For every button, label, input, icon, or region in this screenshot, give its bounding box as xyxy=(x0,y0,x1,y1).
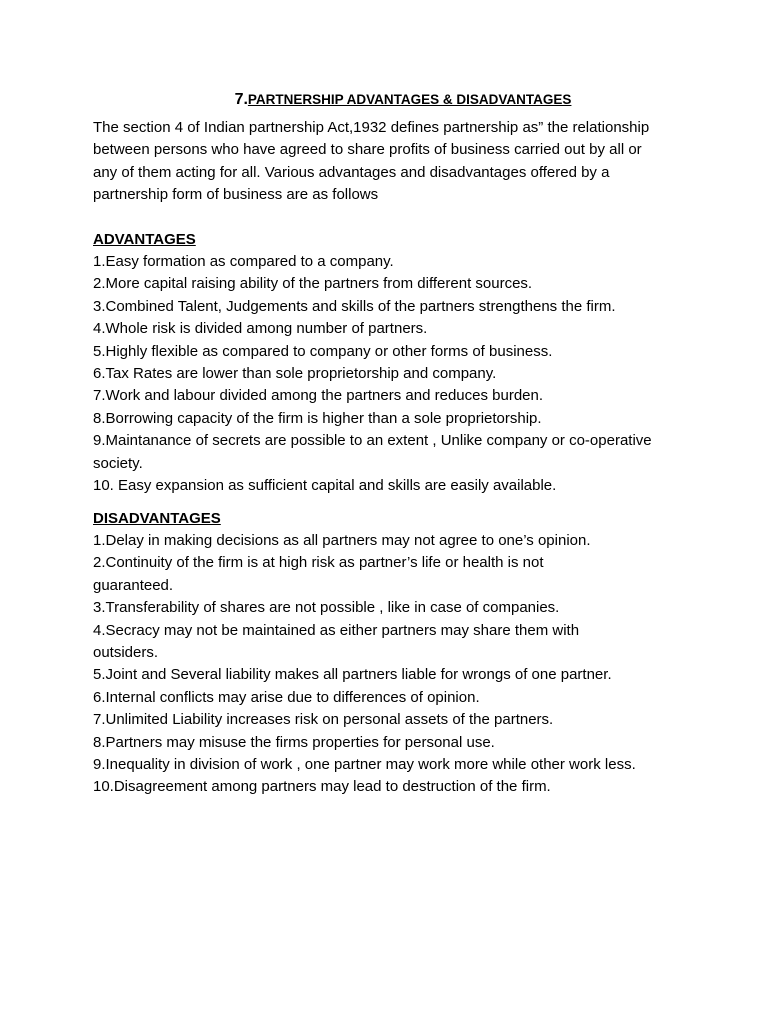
disadvantage-item: 5.Joint and Several liability makes all partners liable for wrongs of one partner. xyxy=(93,666,612,684)
advantage-item: 1.Easy formation as compared to a company. xyxy=(93,253,394,271)
advantages-list xyxy=(93,251,693,497)
disadvantage-item: 8.Partners may misuse the firms properties for personal use. xyxy=(93,733,495,751)
disadvantages-list xyxy=(93,530,693,799)
disadvantage-item: 4.Secracy may not be maintained as either partners may share them with outsiders. xyxy=(93,621,580,661)
advantage-item: 4.Whole risk is divided among number of partners. xyxy=(93,320,428,338)
disadvantage-item: 10.Disagreement among partners may lead to destruction of the firm. xyxy=(93,778,551,796)
advantage-item: 3.Combined Talent, Judgements and skills of the partners strengthens the firm. xyxy=(93,297,616,315)
advantage-item: 6.Tax Rates are lower than sole proprietorship and company. xyxy=(93,365,497,383)
advantage-item: 5.Highly flexible as compared to company or other forms of business. xyxy=(93,342,553,360)
advantage-item: 10. Easy expansion as sufficient capital and skills are easily available. xyxy=(93,477,557,495)
advantages-heading: ADVANTAGES xyxy=(93,230,196,248)
title-text: PARTNERSHIP ADVANTAGES & DISADVANTAGES xyxy=(247,92,572,107)
document-page xyxy=(93,89,693,799)
disadvantage-item: 9.Inequality in division of work , one partner may work more while other work less. xyxy=(93,755,636,773)
disadvantages-heading: DISADVANTAGES xyxy=(93,509,221,527)
disadvantage-item: 2.Continuity of the firm is at high risk as partner’s life or health is not guaranteed. xyxy=(93,554,544,594)
document-title xyxy=(93,89,693,111)
disadvantage-item: 7.Unlimited Liability increases risk on personal assets of the partners. xyxy=(93,711,554,729)
advantage-item: 8.Borrowing capacity of the firm is higher than a sole proprietorship. xyxy=(93,409,542,427)
intro-paragraph: The section 4 of Indian partnership Act,1932 defines partnership as” the relationship between persons who have agreed to share profits of business carried out by all or any of them acting for all. Various advantages and disadvantages offered by a partnership form of business are as follows xyxy=(93,119,650,204)
disadvantage-item: 1.Delay in making decisions as all partners may not agree to one’s opinion. xyxy=(93,531,591,549)
disadvantage-item: 3.Transferability of shares are not possible , like in case of companies. xyxy=(93,599,560,617)
disadvantage-item: 6.Internal conflicts may arise due to differences of opinion. xyxy=(93,688,480,706)
advantage-item: 2.More capital raising ability of the partners from different sources. xyxy=(93,275,533,293)
advantage-item: 9.Maintanance of secrets are possible to an extent , Unlike company or co-operative society. xyxy=(93,432,652,472)
advantage-item: 7.Work and labour divided among the partners and reduces burden. xyxy=(93,387,544,405)
title-number: 7. xyxy=(234,91,248,108)
